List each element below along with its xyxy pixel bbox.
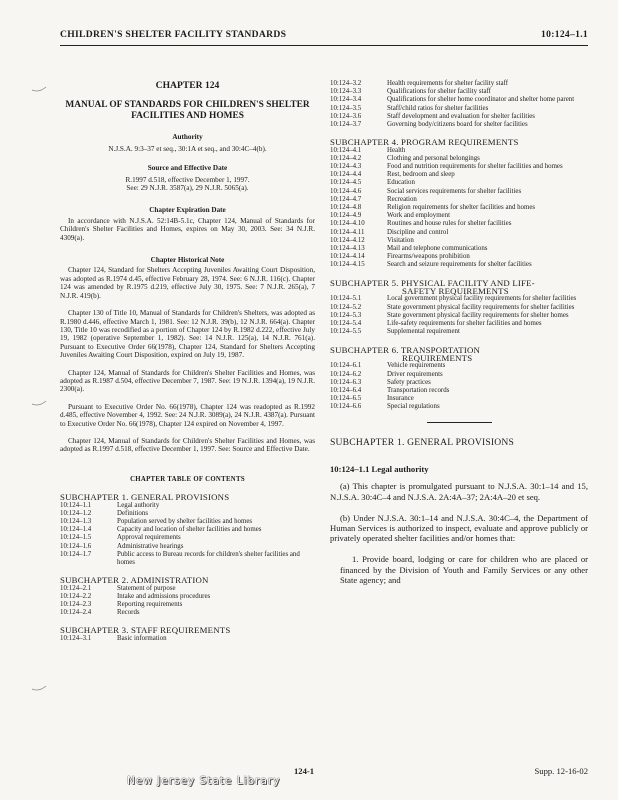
section-heading: 10:124–1.1 Legal authority (330, 463, 429, 474)
authority-heading: Authority (172, 133, 203, 142)
toc-item: 10:124–3.4 Qualifications for shelter home coordinator and shelter home parent (330, 96, 575, 104)
toc-item: 10:124–4.9 Work and employment (330, 212, 450, 220)
toc-item: 10:124–5.1 Local government physical facility requirements for shelter facilities (330, 295, 577, 303)
toc-item: 10:124–4.13 Mail and telephone communications (330, 245, 488, 253)
body-paragraph: (b) Under N.J.S.A. 30:1–14 and N.J.S.A. 30:4C–4, the Department of Human Services is authorized to inspect, evaluate and approve publicly or privately operated shelter facilities and/or homes that: (330, 512, 588, 544)
toc-item: 10:124–1.1 Legal authority (60, 501, 160, 509)
toc-item: 10:124–1.5 Approval requirements (60, 534, 181, 542)
toc-subchapter-5-continued: SAFETY REQUIREMENTS (402, 286, 509, 297)
toc-item: 10:124–6.1 Vehicle requirements (330, 362, 446, 370)
source-line-2: See: 29 N.J.R. 3587(a), 29 N.J.R. 5065(a). (126, 184, 249, 193)
toc-list (60, 635, 315, 643)
toc-item: 10:124–4.7 Recreation (330, 195, 417, 203)
toc-item: 10:124–6.3 Safety practices (330, 378, 431, 386)
toc-list (330, 80, 588, 129)
toc-item: 10:124–3.6 Staff development and evaluation for shelter facilities (330, 112, 535, 120)
section-divider (427, 422, 492, 423)
margin-mark (30, 84, 48, 94)
toc-item: 10:124–4.5 Education (330, 179, 415, 187)
toc-item: 10:124–1.2 Definitions (60, 509, 149, 517)
toc-item: 10:124–5.5 Supplemental requirement (330, 328, 460, 336)
toc-item: 10:124–2.3 Reporting requirements (60, 601, 183, 609)
toc-item: 10:124–3.7 Governing body/citizens board for shelter facilities (330, 121, 528, 129)
toc-item: 10:124–2.1 Statement of purpose (60, 584, 176, 592)
library-watermark: New Jersey State Library (127, 775, 281, 787)
toc-item: 10:124–3.5 Staff/child ratios for shelter facilities (330, 104, 489, 112)
authority-text: N.J.S.A. 9:3–37 et seq., 30:1A et seq., and 30:4C–4(b). (108, 144, 267, 153)
toc-item: 10:124–5.2 State government physical facility requirements for shelter facilities (330, 303, 575, 311)
chapter-title: MANUAL OF STANDARDS FOR CHILDREN'S SHELTER FACILITIES AND HOMES (65, 100, 310, 122)
toc-subchapter-1: SUBCHAPTER 1. GENERAL PROVISIONS (60, 492, 230, 503)
historical-note-paragraph: Chapter 124, Manual of Standards for Children's Shelter Facilities and Homes, was adopted as R.1987 d.504, effective December 7, 1987. See: 19 N.J.R. 1394(a), 19 N.J.R. 2300(a). (60, 368, 315, 394)
toc-item: 10:124–2.2 Intake and admissions procedures (60, 592, 211, 600)
chapter-number: CHAPTER 124 (155, 80, 220, 91)
expiration-heading: Chapter Expiration Date (149, 206, 226, 215)
toc-item: 10:124–4.3 Food and nutrition requirements for shelter facilities and homes (330, 163, 563, 171)
toc-item: 10:124–2.4 Records (60, 609, 140, 617)
historical-note-paragraph: Chapter 124, Standard for Shelters Accepting Juveniles Awaiting Court Disposition, was adopted as R.1974 d.45, effective February 28, 1974. See: 6 N.J.R. 116(c). Chapter 124 was amended by R.1975 d.219, effective July 30, 1975. See: 7 N.J.R. 265(a), 7 N.J.R. 419(b). (60, 266, 315, 300)
toc-item: 10:124–4.4 Rest, bedroom and sleep (330, 171, 455, 179)
toc-title: CHAPTER TABLE OF CONTENTS (130, 475, 245, 483)
toc-list (60, 502, 315, 568)
right-column (330, 80, 588, 585)
toc-list (330, 295, 588, 336)
toc-item: 10:124–5.4 Life-safety requirements for shelter facilities and homes (330, 320, 542, 328)
toc-item: 10:124–5.3 State government physical facility requirements for shelter homes (330, 311, 569, 319)
toc-list (330, 362, 588, 411)
subchapter-heading: SUBCHAPTER 1. GENERAL PROVISIONS (330, 436, 515, 448)
toc-item: 10:124–6.4 Transportation records (330, 386, 450, 394)
body-paragraph-item: 1. Provide board, lodging or care for children who are placed or financed by the Division of Youth and Family Services or any other State agency; and (340, 554, 588, 585)
header-title: CHILDREN'S SHELTER FACILITY STANDARDS (60, 29, 287, 40)
toc-item: 10:124–4.15 Search and seizure requirements for shelter facilities (330, 261, 532, 269)
header-section-number: 10:124–1.1 (541, 29, 588, 40)
toc-item: 10:124–4.14 Firearms/weapons prohibition (330, 253, 470, 261)
toc-item: 10:124–6.2 Driver requirements (330, 370, 443, 378)
expiration-text: In accordance with N.J.S.A. 52:14B-5.1c, Chapter 124, Manual of Standards for Children's Shelter Facilities and Homes, expires on May 30, 2003. See: 34 N.J.R. 4309(a). (60, 216, 315, 242)
source-line-1: R.1997 d.518, effective December 1, 1997. (125, 175, 250, 184)
source-heading: Source and Effective Date (147, 164, 228, 173)
page-number: 124-1 (294, 766, 315, 776)
toc-subchapter-6: SUBCHAPTER 6. TRANSPORTATION (330, 344, 481, 355)
toc-list (60, 585, 315, 618)
historical-note-paragraph: Chapter 124, Manual of Standards for Children's Shelter Facilities and Homes, was adopted as R.1997 d.518, effective December 1, 1997. See: Source and Effective Date. (60, 436, 315, 454)
margin-mark (30, 398, 48, 408)
toc-item: 10:124–4.12 Visitation (330, 236, 414, 244)
toc-item: 10:124–4.6 Social services requirements for shelter facilities (330, 187, 522, 195)
body-paragraph: (a) This chapter is promulgated pursuant to N.J.S.A. 30:1–14 and 15, N.J.S.A. 30:4C–4 and N.J.S.A. 2A:4A–37; 2A:4A–20 et seq. (330, 481, 588, 502)
toc-item: 10:124–6.5 Insurance (330, 395, 414, 403)
toc-subchapter-6-continued: REQUIREMENTS (402, 352, 473, 363)
toc-subchapter-3: SUBCHAPTER 3. STAFF REQUIREMENTS (60, 625, 231, 636)
toc-item: 10:124–1.3 Population served by shelter facilities and homes (60, 518, 253, 525)
supplement-date: Supp. 12-16-02 (534, 766, 588, 776)
toc-item: 10:124–4.8 Religion requirements for shelter facilities and homes (330, 204, 536, 212)
margin-mark (30, 683, 48, 693)
toc-item: 10:124–3.2 Health requirements for shelter facility staff (330, 80, 508, 87)
toc-item: 10:124–4.10 Routines and house rules for shelter facilities (330, 220, 512, 228)
toc-item: 10:124–1.4 Capacity and location of shelter facilities and homes (60, 526, 262, 534)
toc-item: 10:124–4.1 Health (330, 146, 406, 154)
toc-item: 10:124–4.11 Discipline and control (330, 228, 449, 236)
toc-subchapter-4: SUBCHAPTER 4. PROGRAM REQUIREMENTS (330, 137, 519, 148)
running-header (60, 28, 588, 46)
toc-item: 10:124–3.3 Qualifications for shelter facility staff (330, 88, 491, 96)
left-column (60, 80, 315, 643)
toc-item: 10:124–1.6 Administrative hearings (60, 542, 184, 550)
toc-item: 10:124–1.7 Public access to Bureau records for children's shelter facilities and homes (60, 550, 300, 567)
toc-item: 10:124–6.6 Special regulations (330, 403, 440, 411)
historical-note-paragraph: Pursuant to Executive Order No. 66(1978), Chapter 124 was readopted as R.1992 d.485, effective November 4, 1992. See: 24 N.J.R. 3089(a), 24 N.J.R. 4387(a). Pursuant to Executive Order No. 66(1978), Chapter 124 expired on November 4, 1997. (60, 402, 315, 428)
toc-subchapter-2: SUBCHAPTER 2. ADMINISTRATION (60, 575, 209, 586)
historical-note-heading: Chapter Historical Note (150, 256, 225, 265)
toc-item: 10:124–4.2 Clothing and personal belongings (330, 154, 480, 162)
toc-subchapter-5: SUBCHAPTER 5. PHYSICAL FACILITY AND LIFE- (330, 277, 535, 288)
historical-note-paragraph: Chapter 130 of Title 10, Manual of Standards for Children's Shelters, was adopted as R.1980 d.446, effective March 1, 1981. See: 12 N.J.R. 39(b), 12 N.J.R. 664(a). Chapter 130, Title 10 was recodified as a portion of Chapter 124 by R.1982 d.222, effective July 19, 1982 (operative September 1, 1982). See: 14 N.J.R. 125(a), 14 N.J.R. 761(a). Pursuant to Executive Order 66(1978), Chapter 124, Standard for Shelters Accepting Juveniles Awaiting Court Disposition, expired on July 19, 1987. (60, 309, 315, 360)
toc-item: 10:124–3.1 Basic information (60, 634, 167, 642)
toc-list (330, 147, 588, 270)
